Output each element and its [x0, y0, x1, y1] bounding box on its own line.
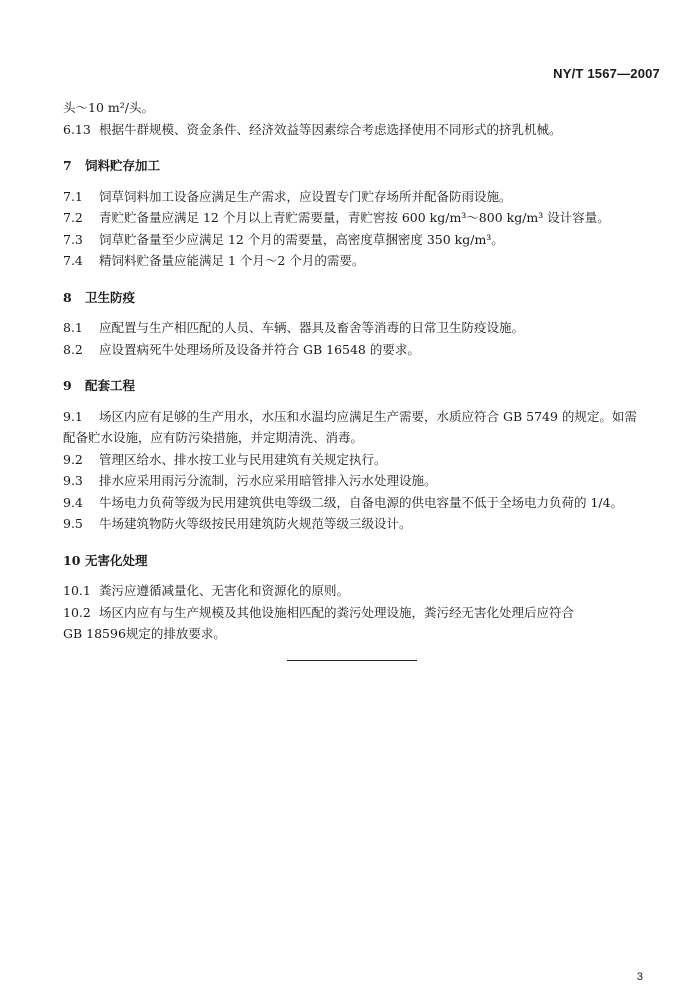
- clause-text: 精饲料贮备量应能满足 1 个月～2 个月的需要。: [99, 253, 365, 268]
- clause-number: 10.1: [63, 583, 91, 598]
- clause-text: 饲草贮备量至少应满足 12 个月的需要量，高密度草捆密度 350 kg/m³。: [99, 231, 504, 247]
- clause-text: 管理区给水、排水按工业与民用建筑有关规定执行。: [99, 451, 387, 467]
- clause-6-13: [63, 119, 663, 141]
- page-number: 3: [636, 971, 643, 983]
- clause-number: 7.2: [63, 210, 83, 225]
- document-body: [63, 97, 663, 645]
- section-number: 10: [63, 552, 81, 568]
- clause-number: 7.3: [63, 231, 83, 247]
- clause-text: 场区内应有足够的生产用水，水压和水温均应满足生产需要，水质应符合 GB 5749 的规定。如需: [99, 408, 637, 424]
- clause-text: 青贮贮备量应满足 12 个月以上青贮需要量，青贮窖按 600 kg/m³～800 kg/m³ 设计容量。: [99, 210, 610, 225]
- clause-10-2-continued: GB 18596规定的排放要求。: [63, 626, 226, 641]
- clause-8-2: [63, 339, 663, 361]
- clause-text: 牛场建筑物防火等级按民用建筑防火规范等级三级设计。: [99, 516, 412, 531]
- section-heading-7: [63, 155, 663, 177]
- clause-number: 9.5: [63, 516, 83, 531]
- clause-text: 牛场电力负荷等级为民用建筑供电等级二级，自备电源的供电容量不低于全场电力负荷的 1/4。: [99, 494, 624, 510]
- clause-text: 场区内应有与生产规模及其他设施相匹配的粪污处理设施，粪污经无害化处理后应符合: [99, 604, 575, 620]
- clause-7-4: [63, 250, 663, 272]
- section-number: 8: [63, 289, 72, 305]
- clause-9-1-continued: 配备贮水设施，应有防污染措施，并定期清洗、消毒。: [63, 430, 364, 445]
- end-rule: [287, 660, 417, 661]
- clause-text: 粪污应遵循减量化、无害化和资源化的原则。: [99, 583, 350, 598]
- section-title: 饲料贮存加工: [85, 158, 161, 173]
- section-heading-8: [63, 287, 663, 309]
- clause-text: 排水应采用雨污分流制，污水应采用暗管排入污水处理设施。: [99, 473, 437, 488]
- section-title: 卫生防疫: [85, 289, 136, 305]
- clause-number: 9.3: [63, 473, 83, 488]
- clause-number: 6.13: [63, 121, 91, 137]
- clause-8-1: [63, 317, 663, 339]
- section-number: 9: [63, 378, 72, 393]
- continued-line: 头～10 m²/头。: [63, 100, 154, 115]
- clause-9-4: [63, 492, 663, 514]
- clause-10-1: [63, 580, 663, 602]
- clause-7-1: [63, 186, 663, 208]
- section-title: 配套工程: [85, 378, 136, 393]
- clause-text: 根据牛群规模、资金条件、经济效益等因素综合考虑选择使用不同形式的挤乳机械。: [99, 121, 562, 137]
- section-title: 无害化处理: [85, 552, 148, 568]
- section-heading-10: [63, 550, 663, 572]
- clause-number: 10.2: [63, 604, 91, 620]
- clause-number: 7.1: [63, 188, 83, 204]
- clause-number: 8.1: [63, 320, 83, 335]
- clause-9-5: [63, 513, 663, 535]
- clause-number: 9.4: [63, 494, 83, 510]
- section-heading-9: [63, 375, 663, 397]
- clause-number: 7.4: [63, 253, 83, 268]
- clause-9-3: [63, 470, 663, 492]
- clause-7-2: [63, 207, 663, 229]
- clause-9-2: [63, 449, 663, 471]
- clause-number: 9.1: [63, 408, 83, 424]
- clause-text: 应配置与生产相匹配的人员、车辆、器具及畜舍等消毒的日常卫生防疫设施。: [99, 320, 525, 335]
- section-number: 7: [63, 158, 72, 173]
- standard-code: NY/T 1567—2007: [553, 66, 660, 81]
- clause-9-1: [63, 406, 663, 428]
- clause-number: 9.2: [63, 451, 83, 467]
- clause-text: 饲草饲料加工设备应满足生产需求，应设置专门贮存场所并配备防雨设施。: [99, 188, 512, 204]
- clause-10-2: [63, 602, 663, 624]
- clause-7-3: [63, 229, 663, 251]
- clause-number: 8.2: [63, 341, 83, 357]
- clause-text: 应设置病死牛处理场所及设备并符合 GB 16548 的要求。: [99, 341, 420, 357]
